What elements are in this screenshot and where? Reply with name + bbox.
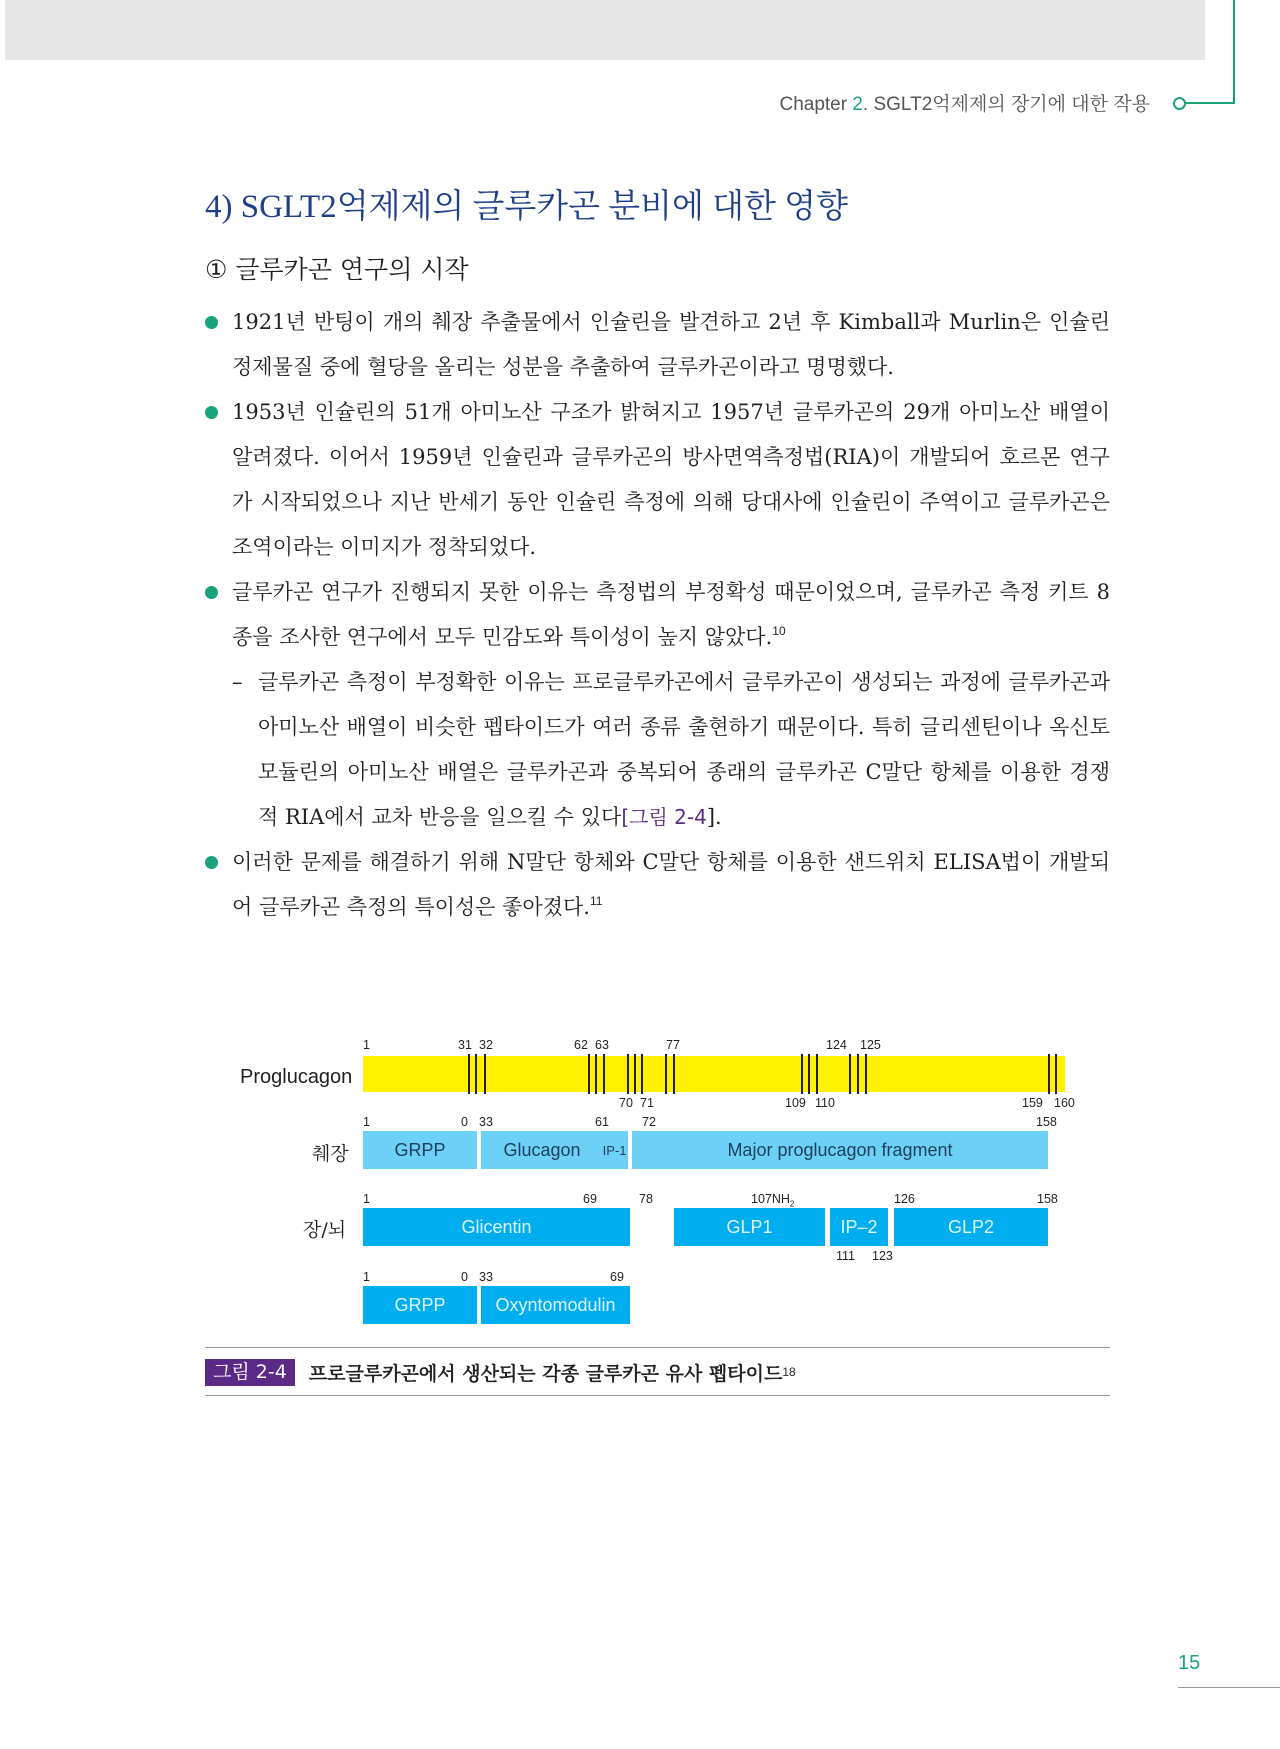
segment-label: Oxyntomodulin — [495, 1294, 616, 1315]
bullet-paragraph-4 — [205, 840, 1110, 930]
proglucagon-figure — [200, 1030, 1120, 1340]
cleavage-tick — [816, 1054, 818, 1094]
dash-paragraph — [205, 660, 1110, 840]
cleavage-tick — [603, 1054, 605, 1094]
paragraph-text: 글루카곤 연구가 진행되지 못한 이유는 측정법의 부정확성 때문이었으며, 글루카곤 측정 키트 8종을 조사한 연구에서 모두 민감도와 특이성이 높지 않았다. — [232, 580, 1110, 649]
residue-number: 33 — [479, 1115, 493, 1129]
residue-number: 109 — [785, 1096, 806, 1110]
corner-circle-icon — [1173, 97, 1186, 110]
cleavage-tick — [857, 1054, 859, 1094]
segment-label: GRPP — [394, 1139, 446, 1160]
chapter-number: 2 — [852, 94, 863, 115]
caption-rule-top — [205, 1347, 1110, 1348]
row-label-gut-brain: 장/뇌 — [303, 1219, 347, 1241]
segment-label: GLP2 — [947, 1216, 995, 1237]
figure-reference-link[interactable]: 그림 2-4 — [629, 805, 707, 829]
segment-grpp-gut — [363, 1286, 477, 1324]
row-label-proglucagon: Proglucagon — [240, 1066, 353, 1088]
chapter-word: Chapter — [779, 94, 853, 115]
residue-number: 63 — [595, 1038, 609, 1052]
bullet-paragraph-2 — [205, 390, 1110, 570]
chapter-title: . SGLT2억제제의 장기에 대한 작용 — [862, 94, 1150, 115]
paragraph-text: 1921년 반팅이 개의 췌장 추출물에서 인슐린을 발견하고 2년 후 Kimball과 Murlin은 인슐린 정제물질 중에 혈당을 올리는 성분을 추출하여 글루카곤이라고 명명했다. — [232, 310, 1110, 379]
reference-superscript: 10 — [772, 624, 786, 638]
residue-number: 160 — [1054, 1096, 1075, 1110]
paragraph-text: 1953년 인슐린의 51개 아미노산 구조가 밝혀지고 1957년 글루카곤의 29개 아미노산 배열이 알려졌다. 이어서 1959년 인슐린과 글루카곤의 방사면역측정법(RIA)이 개발되어 호르몬 연구가 시작되었으나 지난 반세기 동안 인슐린 측정에 의해 당대사에 인슐린이 주역이고 글루카곤은 조역이라는 이미지가 정착되었다. — [232, 400, 1110, 559]
segment-label: Glicentin — [461, 1216, 532, 1237]
segment-label: IP-1 — [602, 1142, 627, 1158]
residue-number: 0 — [461, 1115, 468, 1129]
residue-number — [751, 1192, 794, 1209]
residue-number: 71 — [640, 1096, 654, 1110]
section-title: 4) SGLT2억제제의 글루카곤 분비에 대한 영향 — [205, 189, 848, 225]
cleavage-tick — [1055, 1054, 1057, 1094]
paragraph-text: 글루카곤 측정이 부정확한 이유는 프로글루카곤에서 글루카곤이 생성되는 과정에 글루카곤과 아미노산 배열이 비슷한 펩타이드가 여러 종류 출현하기 때문이다. 특히 글리센틴이나 옥신토모듈린의 아미노산 배열은 글루카곤과 중복되어 종래의 글루카곤 C말단 항체를 이용한 경쟁적 RIA에서 교차 반응을 일으킬 수 있다 — [258, 670, 1110, 829]
cleavage-tick — [468, 1054, 470, 1094]
cleavage-tick — [1048, 1054, 1050, 1094]
residue-number: 78 — [639, 1192, 653, 1206]
residue-number: 0 — [461, 1270, 468, 1284]
cleavage-tick — [641, 1054, 643, 1094]
cleavage-tick — [673, 1054, 675, 1094]
residue-number: 69 — [610, 1270, 624, 1284]
residue-number: 1 — [363, 1270, 370, 1284]
cleavage-tick — [849, 1054, 851, 1094]
bullet-paragraph-1 — [205, 300, 1110, 390]
cleavage-tick — [475, 1054, 477, 1094]
row-label-pancreas: 췌장 — [312, 1143, 349, 1165]
residue-number: 77 — [666, 1038, 680, 1052]
cleavage-tick — [865, 1054, 867, 1094]
cleavage-tick — [484, 1054, 486, 1094]
residue-number: 32 — [479, 1038, 493, 1052]
segment-ip1 — [601, 1131, 628, 1169]
residue-number: 124 — [826, 1038, 847, 1052]
figure-reference-close: ]. — [706, 805, 722, 829]
cleavage-tick — [665, 1054, 667, 1094]
figure-reference-open: [ — [621, 805, 630, 829]
segment-glicentin — [363, 1208, 630, 1246]
segment-oxyntomodulin — [481, 1286, 630, 1324]
cleavage-tick — [808, 1054, 810, 1094]
page-number: 15 — [1178, 1652, 1201, 1674]
segment-label: Major proglucagon fragment — [727, 1139, 953, 1160]
residue-number: 111 — [836, 1249, 856, 1263]
residue-number: 158 — [1036, 1115, 1057, 1129]
cleavage-tick — [801, 1054, 803, 1094]
residue-number: 1 — [363, 1192, 370, 1206]
segment-glucagon — [481, 1131, 603, 1169]
caption-rule-bottom — [205, 1395, 1110, 1396]
segment-glp1 — [674, 1208, 825, 1246]
residue-number: 70 — [619, 1096, 633, 1110]
residue-number: 158 — [1037, 1192, 1058, 1206]
segment-ip2 — [830, 1208, 888, 1246]
figure-caption: 그림 2-4 프로글루카곤에서 생산되는 각종 글루카곤 유사 펩타이드 18 — [205, 1359, 796, 1385]
residue-number: 62 — [574, 1038, 588, 1052]
caption-text: 프로글루카곤에서 생산되는 각종 글루카곤 유사 펩타이드 — [308, 1362, 783, 1385]
segment-label: IP–2 — [840, 1216, 878, 1237]
reference-superscript: 11 — [589, 894, 603, 908]
residue-number: 1 — [363, 1115, 370, 1129]
dash-mark: – — [232, 670, 243, 694]
residue-number: 33 — [479, 1270, 493, 1284]
residue-number: 126 — [894, 1192, 915, 1206]
cleavage-tick — [634, 1054, 636, 1094]
residue-number: 110 — [815, 1096, 835, 1110]
corner-line-vertical — [1233, 0, 1235, 104]
cleavage-tick — [627, 1054, 629, 1094]
residue-number: 1 — [363, 1038, 370, 1052]
residue-number: 125 — [860, 1038, 881, 1052]
residue-number: 61 — [595, 1115, 609, 1129]
segment-label: GRPP — [394, 1294, 446, 1315]
segment-label: Glucagon — [503, 1139, 581, 1160]
running-head — [779, 89, 1150, 116]
bullet-paragraph-3 — [205, 570, 1110, 660]
residue-number: 72 — [642, 1115, 656, 1129]
footer-rule — [1178, 1687, 1280, 1688]
subsection-title: ① 글루카곤 연구의 시작 — [205, 255, 469, 284]
residue-number: 123 — [872, 1249, 893, 1263]
residue-number-text: 107NH — [751, 1192, 790, 1206]
segment-major-proglucagon-fragment — [632, 1131, 1048, 1169]
paragraph-text: 이러한 문제를 해결하기 위해 N말단 항체와 C말단 항체를 이용한 샌드위치 ELISA법이 개발되어 글루카곤 측정의 특이성은 좋아졌다. — [232, 850, 1110, 919]
residue-number-subscript: 2 — [789, 1199, 795, 1209]
residue-number: 159 — [1022, 1096, 1043, 1110]
segment-label: GLP1 — [726, 1216, 773, 1237]
cleavage-tick — [595, 1054, 597, 1094]
corner-line-horizontal — [1184, 102, 1235, 104]
body-text — [205, 300, 1110, 930]
cleavage-tick — [588, 1054, 590, 1094]
caption-tag: 그림 2-4 — [205, 1359, 295, 1386]
segment-glp2 — [894, 1208, 1048, 1246]
header-band — [5, 0, 1205, 60]
segment-grpp — [363, 1131, 477, 1169]
residue-number: 69 — [583, 1192, 597, 1206]
residue-number: 31 — [458, 1038, 472, 1052]
